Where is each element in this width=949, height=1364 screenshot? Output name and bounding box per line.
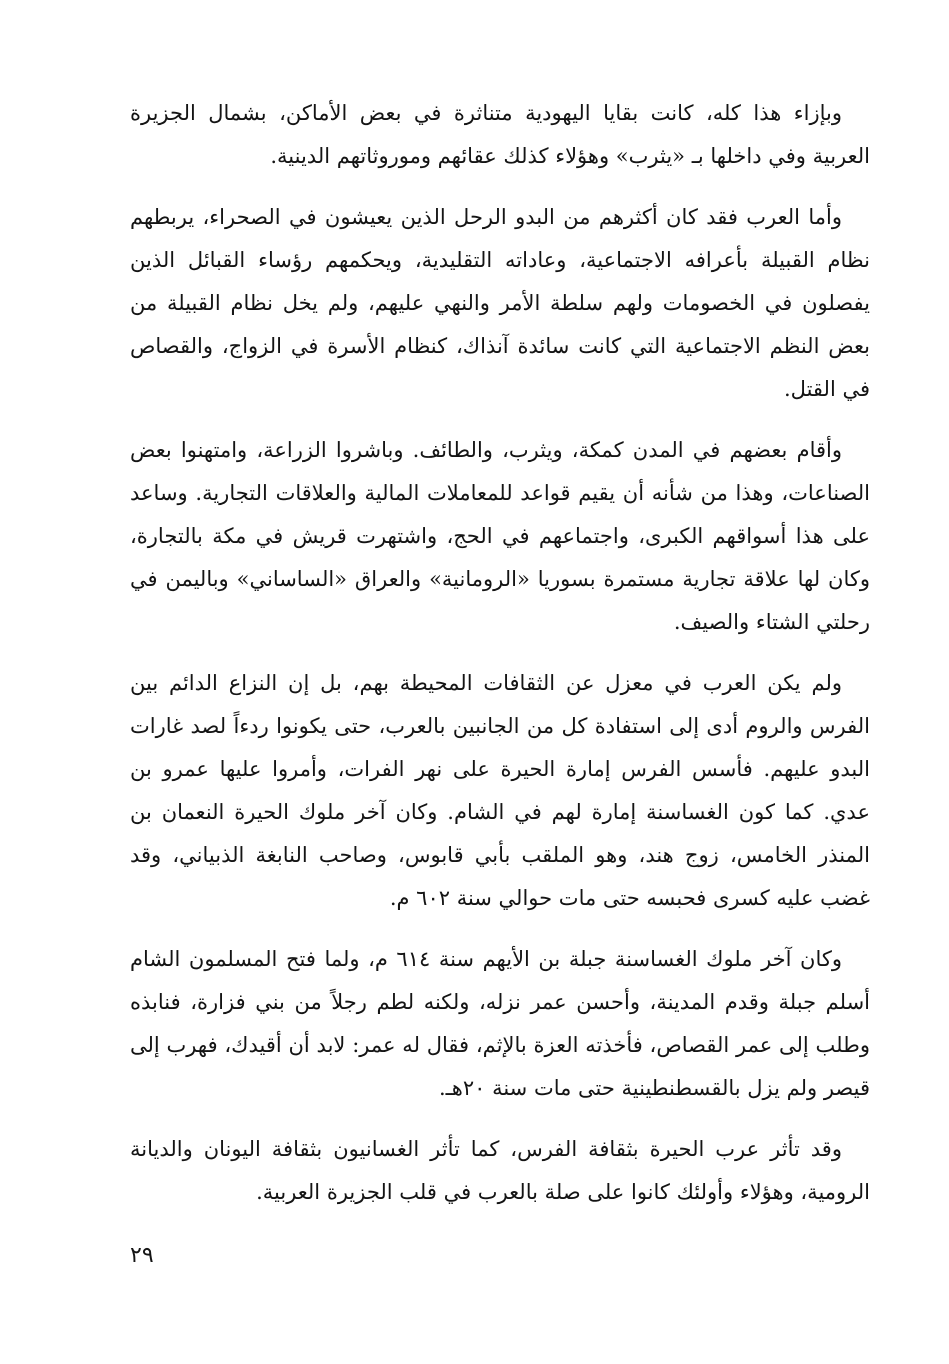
page-body (130, 92, 870, 1232)
paragraph-4: ولم يكن العرب في معزل عن الثقافات المحيطة بهم، بل إن النزاع الدائم بين الفرس والروم أدى إلى استفادة كل من الجانبين بالعرب، حتى يكونوا ردءاً لصد غارات البدو عليهم. فأسس الفرس إمارة الحيرة على نهر الفرات، وأمروا عليها عمرو بن عدي. كما كون الغساسنة إمارة لهم في الشام. وكان آخر ملوك الحيرة النعمان بن المنذر الخامس، زوج هند، وهو الملقب بأبي قابوس، وصاحب النابغة الذبياني، وقد غضب عليه كسرى فحبسه حتى مات حوالي سنة ٦٠٢ م. (130, 671, 870, 910)
paragraph-5: وكان آخر ملوك الغساسنة جبلة بن الأيهم سنة ٦١٤ م، ولما فتح المسلمون الشام أسلم جبلة وقدم المدينة، وأحسن عمر نزله، ولكنه لطم رجلاً من بني فزارة، فنابذه وطلب إلى عمر القصاص، فأخذته العزة بالإثم، فقال له عمر: لابد أن أقيدك، فهرب إلى قيصر ولم يزل بالقسطنطينية حتى مات سنة ٢٠هـ. (130, 947, 870, 1100)
paragraph-1: وبإزاء هذا كله، كانت بقايا اليهودية متناثرة في بعض الأماكن، بشمال الجزيرة العربية وفي داخلها بـ «يثرب» وهؤلاء كذلك عقائهم وموروثاتهم الدينية. (130, 101, 870, 168)
page-number: ٢٩ (130, 1243, 154, 1268)
paragraph-2: وأما العرب فقد كان أكثرهم من البدو الرحل الذين يعيشون في الصحراء، يربطهم نظام القبيلة بأعرافه الاجتماعية، وعاداته التقليدية، ويحكمهم رؤساء القبائل الذين يفصلون في الخصومات ولهم سلطة الأمر والنهي عليهم، ولم يخل نظام القبيلة من بعض النظم الاجتماعية التي كانت سائدة آنذاك، كنظام الأسرة في الزواج، والقصاص في القتل. (130, 205, 870, 401)
paragraph-3: وأقام بعضهم في المدن كمكة، ويثرب، والطائف. وباشروا الزراعة، وامتهنوا بعض الصناعات، وهذا من شأنه أن يقيم قواعد للمعاملات المالية والعلاقات التجارية. وساعد على هذا أسواقهم الكبرى، واجتماعهم في الحج، واشتهرت قريش في مكة بالتجارة، وكان لها علاقة تجارية مستمرة بسوريا «الرومانية» والعراق «الساساني» وباليمن في رحلتي الشتاء والصيف. (130, 438, 870, 634)
paragraph-6: وقد تأثر عرب الحيرة بثقافة الفرس، كما تأثر الغسانيون بثقافة اليونان والديانة الرومية، وهؤلاء وأولئك كانوا على صلة بالعرب في قلب الجزيرة العربية. (130, 1137, 870, 1204)
